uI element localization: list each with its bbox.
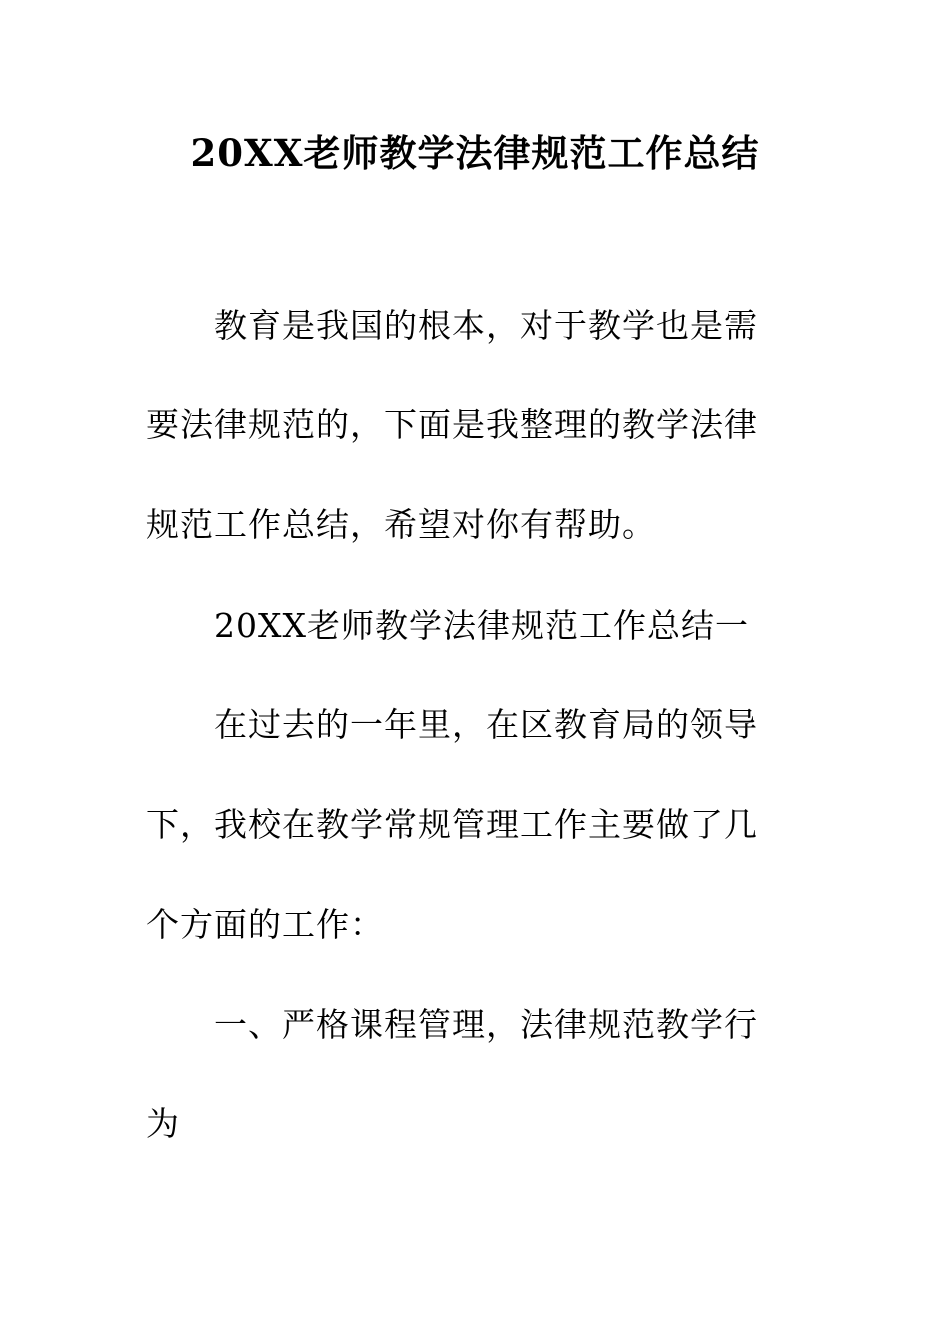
paragraph-line: 下，我校在教学常规管理工作主要做了几 <box>146 805 758 844</box>
paragraph-line: 规范工作总结，希望对你有帮助。 <box>146 505 656 544</box>
paragraph-line: 要法律规范的，下面是我整理的教学法律 <box>146 405 758 444</box>
subsection-heading: 一、严格课程管理，法律规范教学行 <box>214 1005 758 1044</box>
subsection-heading-continued: 为 <box>146 1104 180 1143</box>
paragraph-line: 在过去的一年里，在区教育局的领导 <box>214 705 758 744</box>
paragraph-line: 教育是我国的根本，对于教学也是需 <box>214 306 758 345</box>
section-heading: 20XX老师教学法律规范工作总结一 <box>214 606 749 645</box>
document-title: 20XX老师教学法律规范工作总结 <box>190 131 760 175</box>
paragraph-line: 个方面的工作： <box>146 905 384 944</box>
